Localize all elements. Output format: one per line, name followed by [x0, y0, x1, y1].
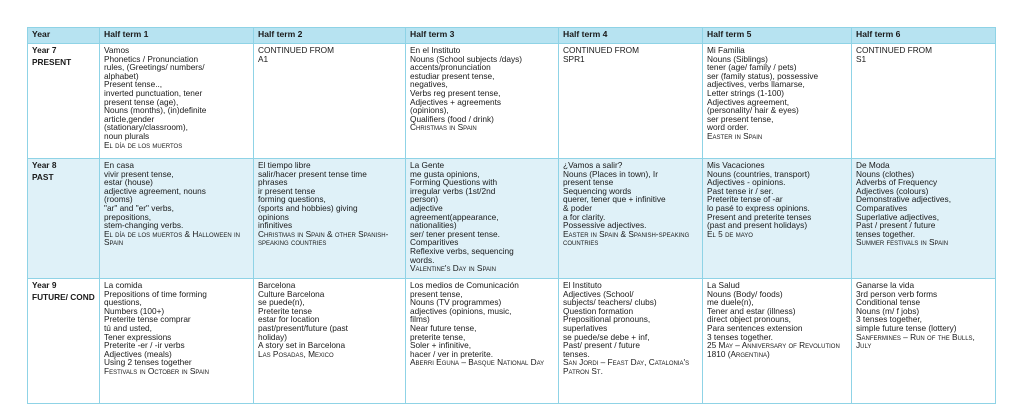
- topic-line: Qualifiers (food / drink): [410, 113, 494, 124]
- topic-line: Nouns (m/ f jobs): [856, 305, 920, 316]
- topic-line: ser present tense,: [707, 113, 774, 124]
- topic-line: opinions: [258, 211, 289, 222]
- unit-title: CONTINUED FROM: [258, 45, 335, 55]
- topic-line: (sports and hobbies) giving: [258, 202, 358, 213]
- culture-note: Easter in Spain & Spanish-speaking countries: [563, 228, 690, 248]
- unit-title: La comida: [104, 280, 143, 290]
- year-label: Year 9: [32, 280, 57, 290]
- table-row: [28, 159, 996, 279]
- topic-line: superlatives: [563, 322, 608, 333]
- topic-line: Culture Barcelona: [258, 288, 325, 299]
- culture-note: Christmas in Spain & other Spanish-speaking countries: [258, 228, 389, 248]
- term-cell: [254, 279, 406, 404]
- header-year: Year: [28, 28, 100, 44]
- topic-line: hacer / ver in preterite.: [410, 348, 494, 359]
- topic-line: Nouns (Places in town), Ir: [563, 168, 658, 179]
- topic-line: present tense (age),: [104, 96, 179, 107]
- topic-line: past/present/future (past: [258, 322, 348, 333]
- topic-line: Adjectives (School/: [563, 288, 634, 299]
- topic-line: Adjectives + agreements: [410, 96, 502, 107]
- unit-title: ¿Vamos a salir?: [563, 160, 623, 170]
- culture-note: Aberri Eguna – Basque National Day: [410, 357, 545, 368]
- topic-line: & poder: [563, 202, 593, 213]
- term-cell: [406, 44, 559, 159]
- year-label: Year 8: [32, 160, 57, 170]
- culture-note: San Jordi – Feast Day, Catalonia's Patron St.: [563, 357, 690, 376]
- topic-line: Past / present / future: [856, 220, 936, 231]
- topic-line: noun plurals: [104, 130, 150, 141]
- topic-line: Conditional tense: [856, 297, 921, 308]
- culture-note: Festivals in October in Spain: [104, 365, 209, 376]
- topic-line: Past tense ir / ser.: [707, 185, 774, 196]
- unit-title: En el Instituto: [410, 45, 461, 55]
- header-half-term-3: Half term 3: [406, 28, 559, 44]
- topic-line: querer, tener que + infinitive: [563, 194, 666, 205]
- topic-line: Prepositions of time forming: [104, 288, 207, 299]
- term-cell: [559, 279, 703, 404]
- topic-line: stem-changing verbs.: [104, 220, 184, 231]
- term-cell: [703, 44, 852, 159]
- topic-line: Reflexive verbs, sequencing: [410, 245, 514, 256]
- header-half-term-6: Half term 6: [852, 28, 996, 44]
- culture-note: 25 May – Anniversary of Revolution 1810 (Argentina): [707, 340, 840, 359]
- term-cell: [852, 279, 996, 404]
- culture-note: Easter in Spain: [707, 130, 763, 141]
- topic-line: Para sentences extension: [707, 322, 803, 333]
- topic-line: Nouns (School subjects /days): [410, 53, 523, 64]
- topic-line: Phonetics / Pronunciation: [104, 53, 199, 64]
- topic-line: Nouns (clothes): [856, 168, 915, 179]
- term-cell: [254, 159, 406, 279]
- unit-title: Ganarse la vida: [856, 280, 915, 290]
- topic-line: lo pasé to express opinions.: [707, 202, 810, 213]
- topic-line: se puede(n),: [258, 297, 305, 308]
- topic-line: ir present tense: [258, 185, 316, 196]
- topic-line: subjects/ teachers/ clubs): [563, 297, 657, 308]
- topic-line: SPR1: [563, 53, 585, 64]
- unit-title: Mi Familia: [707, 45, 745, 55]
- culture-note: Christmas in Spain: [410, 122, 477, 133]
- unit-title: CONTINUED FROM: [856, 45, 933, 55]
- topic-line: direct object pronouns,: [707, 314, 791, 325]
- tense-label: PRESENT: [32, 56, 72, 67]
- topic-line: Adjectives - opinions.: [707, 177, 786, 188]
- year-cell: [28, 44, 100, 159]
- topic-line: adjective agreement, nouns: [104, 185, 206, 196]
- topic-line: tenses together.: [856, 228, 916, 239]
- topic-line: Using 2 tenses together: [104, 357, 192, 368]
- topic-line: ser/ tener present tense.: [410, 228, 500, 239]
- unit-title: Mis Vacaciones: [707, 160, 765, 170]
- topic-line: Adjectives agreement,: [707, 96, 790, 107]
- term-cell: [852, 44, 996, 159]
- topic-line: salir/hacer present tense time: [258, 168, 367, 179]
- tense-label: FUTURE/ COND: [32, 291, 95, 302]
- topic-line: Comparitives: [410, 237, 459, 248]
- header-half-term-5: Half term 5: [703, 28, 852, 44]
- unit-title: El tiempo libre: [258, 160, 311, 170]
- term-cell: [406, 159, 559, 279]
- topic-line: Letter strings (1-100): [707, 87, 785, 98]
- topic-line: Nouns (Siblings): [707, 53, 768, 64]
- topic-line: adjectives (opinions, music,: [410, 305, 512, 316]
- topic-line: inverted punctuation, tener: [104, 87, 203, 98]
- topic-line: holiday): [258, 331, 288, 342]
- topic-line: forming questions,: [258, 194, 326, 205]
- topic-line: simple future tense (lottery): [856, 322, 957, 333]
- topic-line: negatives,: [410, 79, 448, 90]
- topic-line: Possessive adjectives.: [563, 220, 647, 231]
- tense-label: PAST: [32, 171, 54, 182]
- topic-line: present tense,: [410, 288, 463, 299]
- topic-line: (past and present holidays): [707, 220, 808, 231]
- topic-line: accents/pronunciation: [410, 62, 491, 73]
- topic-line: Numbers (100+): [104, 305, 165, 316]
- unit-title: De Moda: [856, 160, 890, 170]
- header-half-term-1: Half term 1: [100, 28, 254, 44]
- topic-line: preterite tense,: [410, 331, 466, 342]
- topic-line: Preterite -er / -ir verbs: [104, 340, 185, 351]
- topic-line: tú and usted,: [104, 322, 152, 333]
- culture-note: Las Posadas, Mexico: [258, 348, 334, 359]
- topic-line: (rooms): [104, 194, 133, 205]
- unit-title: El Instituto: [563, 280, 602, 290]
- topic-line: Tener expressions: [104, 331, 172, 342]
- topic-line: Question formation: [563, 305, 634, 316]
- topic-line: Superlative adjectives,: [856, 211, 940, 222]
- unit-title: Vamos: [104, 45, 130, 55]
- topic-line: (opinions),: [410, 105, 449, 116]
- topic-line: nationalities): [410, 220, 457, 231]
- topic-line: Preterite tense of -ar: [707, 194, 783, 205]
- unit-title: Los medios de Comunicación: [410, 280, 519, 290]
- year-cell: [28, 159, 100, 279]
- header-half-term-4: Half term 4: [559, 28, 703, 44]
- topic-line: person): [410, 194, 439, 205]
- topic-line: Nouns (months), (in)definite: [104, 105, 207, 116]
- unit-title: CONTINUED FROM: [563, 45, 640, 55]
- topic-line: films): [410, 314, 430, 325]
- topic-line: me duele(n),: [707, 297, 754, 308]
- culture-note: Valentine's Day in Spain: [410, 263, 497, 274]
- topic-line: alphabet): [104, 70, 139, 81]
- topic-line: estar (house): [104, 177, 153, 188]
- topic-line: 3 tenses together.: [707, 331, 773, 342]
- topic-line: infinitives: [258, 220, 293, 231]
- topic-line: Sequencing words: [563, 185, 632, 196]
- term-cell: [254, 44, 406, 159]
- topic-line: prepositions,: [104, 211, 152, 222]
- culture-note: Sanfermines – Run of the Bulls, July: [856, 331, 975, 351]
- table-row: [28, 279, 996, 404]
- topic-line: Nouns (Body/ foods): [707, 288, 783, 299]
- term-cell: [100, 279, 254, 404]
- topic-line: adjective: [410, 202, 443, 213]
- topic-line: 3rd person verb forms: [856, 288, 938, 299]
- topic-line: Nouns (TV programmes): [410, 297, 502, 308]
- topic-line: A1: [258, 53, 269, 64]
- topic-line: ser (family status), possessive: [707, 70, 819, 81]
- term-cell: [100, 44, 254, 159]
- term-cell: [559, 159, 703, 279]
- term-cell: [406, 279, 559, 404]
- term-cell: [852, 159, 996, 279]
- topic-line: article,gender: [104, 113, 155, 124]
- term-cell: [559, 44, 703, 159]
- topic-line: Prepositional pronouns,: [563, 314, 651, 325]
- topic-line: word order.: [707, 122, 749, 133]
- topic-line: se puede/se debe + inf,: [563, 331, 650, 342]
- topic-line: words.: [410, 254, 435, 265]
- topic-line: Soler + infinitive,: [410, 340, 472, 351]
- topic-line: estar for location: [258, 314, 320, 325]
- unit-title: En casa: [104, 160, 134, 170]
- topic-line: 3 tenses together,: [856, 314, 922, 325]
- culture-note: El 5 de mayo: [707, 228, 753, 239]
- topic-line: irregular verbs (1st/2nd: [410, 185, 496, 196]
- year-cell: [28, 279, 100, 404]
- topic-line: Preterite tense: [258, 305, 312, 316]
- unit-title: Barcelona: [258, 280, 296, 290]
- unit-title: La Gente: [410, 160, 445, 170]
- topic-line: a for clarity.: [563, 211, 606, 222]
- topic-line: adjectives, verbs llamarse,: [707, 79, 805, 90]
- topic-line: agreement(appearance,: [410, 211, 499, 222]
- culture-note: El día de los muertos & Halloween in Spain: [104, 228, 241, 248]
- topic-line: Adjectives (meals): [104, 348, 172, 359]
- topic-line: Demonstrative adjectives,: [856, 194, 951, 205]
- topic-line: Tener and estar (illness): [707, 305, 796, 316]
- culture-note: Summer festivals in Spain: [856, 237, 949, 248]
- topic-line: Present and preterite tenses: [707, 211, 812, 222]
- culture-note: El día de los muertos: [104, 139, 183, 150]
- topic-line: estudiar present tense,: [410, 70, 495, 81]
- topic-line: Present tense..,: [104, 79, 163, 90]
- topic-line: Near future tense,: [410, 322, 477, 333]
- topic-line: Verbs reg present tense,: [410, 87, 501, 98]
- topic-line: Preterite tense comprar: [104, 314, 191, 325]
- curriculum-table: [27, 27, 996, 404]
- unit-title: La Salud: [707, 280, 740, 290]
- topic-line: (stationary/classroom),: [104, 122, 188, 133]
- header-row: [28, 28, 996, 44]
- header-half-term-2: Half term 2: [254, 28, 406, 44]
- term-cell: [703, 159, 852, 279]
- year-label: Year 7: [32, 45, 57, 55]
- topic-line: Past/ present / future: [563, 340, 641, 351]
- topic-line: Nouns (countries, transport): [707, 168, 810, 179]
- topic-line: Adjectives (colours): [856, 185, 929, 196]
- topic-line: "ar" and "er" verbs,: [104, 202, 174, 213]
- topic-line: tenses.: [563, 348, 590, 359]
- topic-line: me gusta opinions,: [410, 168, 480, 179]
- term-cell: [100, 159, 254, 279]
- term-cell: [703, 279, 852, 404]
- topic-line: (personality/ hair & eyes): [707, 105, 799, 116]
- topic-line: questions,: [104, 297, 142, 308]
- topic-line: S1: [856, 53, 867, 64]
- topic-line: present tense: [563, 177, 614, 188]
- table-row: [28, 44, 996, 159]
- topic-line: phrases: [258, 177, 288, 188]
- topic-line: tener (age/ family / pets): [707, 62, 797, 73]
- topic-line: Comparatives: [856, 202, 908, 213]
- topic-line: Forming Questions with: [410, 177, 498, 188]
- topic-line: A story set in Barcelona: [258, 340, 346, 351]
- topic-line: rules, (Greetings/ numbers/: [104, 62, 205, 73]
- topic-line: vivir present tense,: [104, 168, 174, 179]
- topic-line: Adverbs of Frequency: [856, 177, 938, 188]
